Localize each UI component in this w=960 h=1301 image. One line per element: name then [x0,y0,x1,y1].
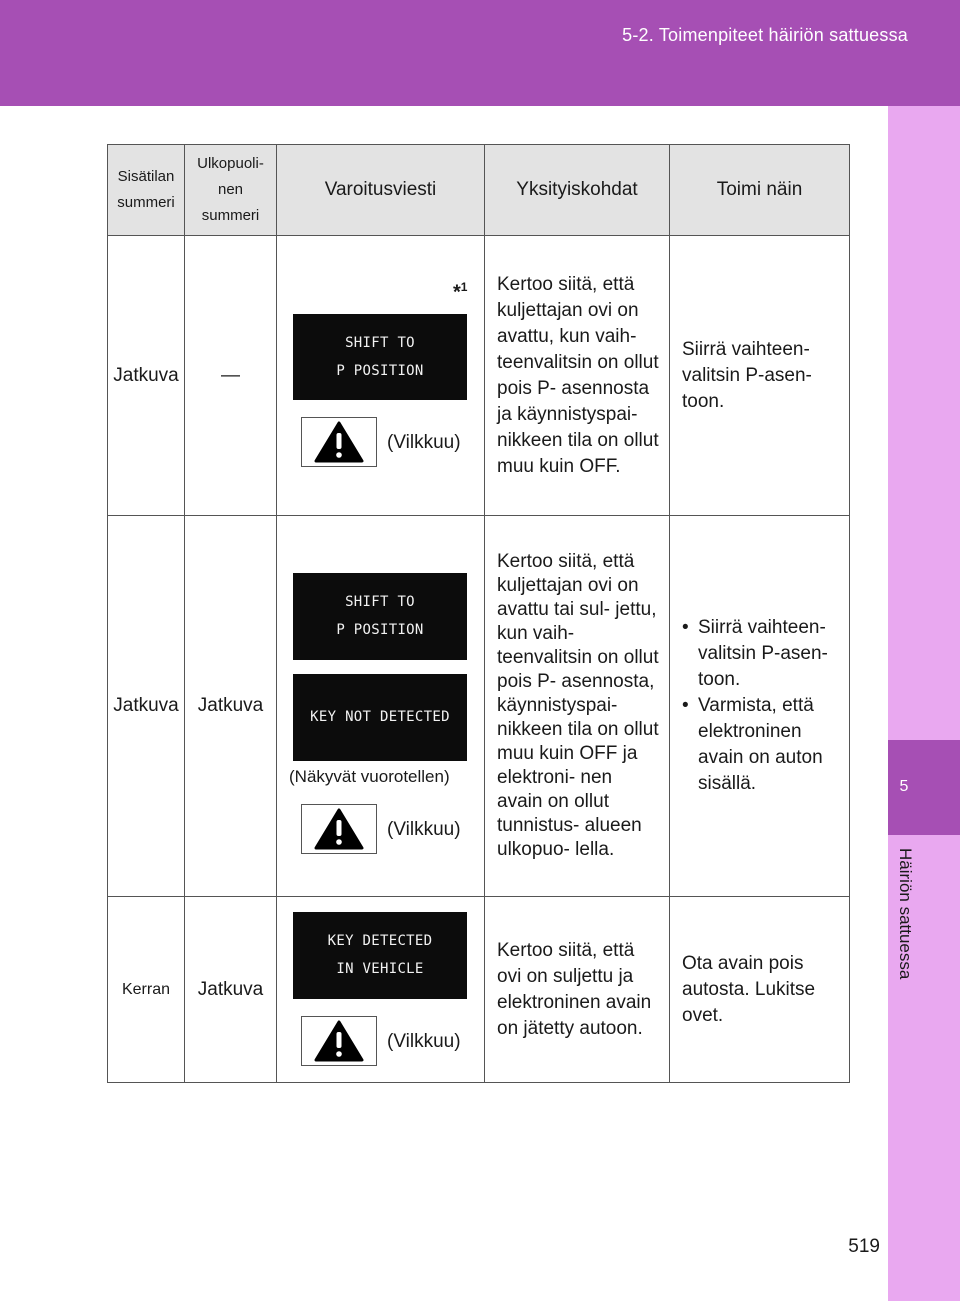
list-item: • Siirrä vaihteen- valitsin P-asen- toon. [682,615,841,693]
page-number: 519 [848,1236,880,1257]
inside-buzzer-cell: Jatkuva [108,516,185,897]
action-cell: Siirrä vaihteen- valitsin P-asen- toon. [670,236,850,516]
outside-buzzer-cell: — [185,236,277,516]
header-text: nen [217,181,244,198]
warning-message-cell [277,897,485,1083]
lcd-line: IN VEHICLE [336,961,424,977]
footnote-number: 1 [460,280,468,294]
warning-triangle-icon [314,421,364,463]
footnote-star: * [453,281,461,304]
outside-buzzer-cell: Jatkuva [185,897,277,1083]
header-action: Toimi näin [670,145,850,236]
chapter-side-tab [888,106,960,1301]
lcd-display [293,573,467,660]
blink-label: (Vilkkuu) [387,432,461,453]
warning-icon-box [301,804,377,854]
table-row [108,236,850,516]
warning-message-cell [277,516,485,897]
header-details: Yksityiskohdat [485,145,670,236]
warning-triangle-icon [314,1020,364,1062]
table-row [108,897,850,1083]
header-inside-buzzer [108,145,185,236]
chapter-label: Häiriön sattuessa [896,848,915,980]
header-text: summeri [201,207,260,224]
footnote-marker [453,280,467,305]
header-text: Ulkopuoli- [197,155,264,172]
lcd-line: SHIFT TO [345,594,415,610]
warning-message-cell [277,236,485,516]
details-cell: Kertoo siitä, että ovi on suljettu ja elektroninen avain on jätetty autoon. [485,897,670,1083]
warning-icon-box [301,1016,377,1066]
details-cell: Kertoo siitä, että kuljettajan ovi on avattu tai sul- jettu, kun vaih- teenvalitsin on ollut pois P- asennosta, käynnistyspai- nikkeen tila on ollut muu kuin OFF ja elektroni- nen avain on ollut tunnistus- alueen ulkopuo- lella. [485,516,670,897]
chapter-number: 5 [899,778,909,795]
lcd-line: KEY DETECTED [327,933,433,949]
alternate-note: (Näkyvät vuorotellen) [289,767,450,786]
action-list [682,615,841,797]
inside-buzzer-cell: Kerran [108,897,185,1083]
inside-buzzer-cell: Jatkuva [108,236,185,516]
header-warning-message: Varoitusviesti [277,145,485,236]
page-header [0,0,960,106]
lcd-display [293,674,467,761]
table-row [108,516,850,897]
blink-label: (Vilkkuu) [387,819,461,840]
header-outside-buzzer [185,145,277,236]
lcd-line: SHIFT TO [345,335,415,351]
warning-icon-box [301,417,377,467]
blink-label: (Vilkkuu) [387,1031,461,1052]
lcd-line: P POSITION [336,622,424,638]
section-title: 5-2. Toimenpiteet häiriön sattuessa [622,25,908,45]
outside-buzzer-cell: Jatkuva [185,516,277,897]
warning-table [107,144,850,1083]
action-cell: Ota avain pois autosta. Lukitse ovet. [670,897,850,1083]
details-cell: Kertoo siitä, että kuljettajan ovi on avattu, kun vaih- teenvalitsin on ollut pois P- asennosta ja käynnistyspai- nikkeen tila on ollut muu kuin OFF. [485,236,670,516]
header-text: Sisätilan [117,168,175,185]
header-text: summeri [117,194,175,211]
action-cell [670,516,850,897]
lcd-line: P POSITION [336,363,424,379]
lcd-display [293,314,467,400]
lcd-display [293,912,467,999]
lcd-line: KEY NOT DETECTED [310,709,450,725]
list-item: • Varmista, että elektroninen avain on auton sisällä. [682,693,841,797]
warning-triangle-icon [314,808,364,850]
table-header-row [108,145,850,236]
